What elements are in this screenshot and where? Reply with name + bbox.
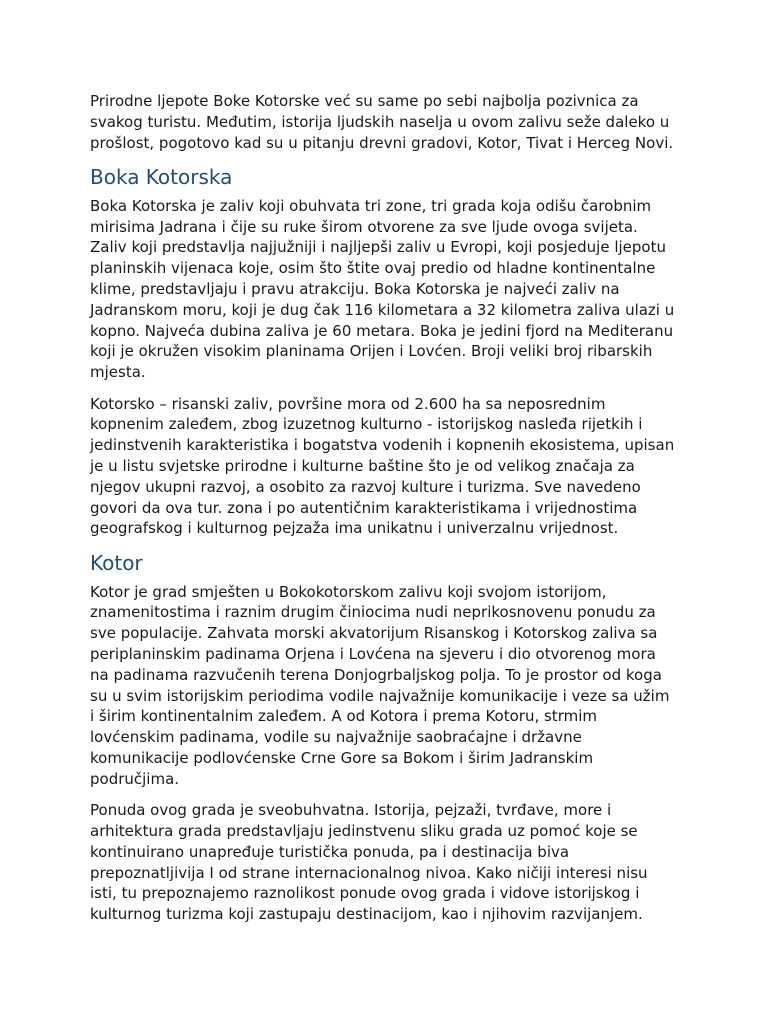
kotor-paragraph-1: Kotor je grad smješten u Bokokotorskom zalivu koji svojom istorijom, znamenitostima i raznim drugim činiocima nudi neprikosnovenu ponudu za sve populacije. Zahvata morski akvatorijum Risanskog i Kotorskog zaliva sa periplaninskim padinama Orjena i Lovćena na sjeveru i dio otvorenog mora na padinama razvučenih terena Donjogrbaljskog polja. To je prostor od koga su u svim istorijskim periodima vodile najvažnije komunikacije i veze sa užim i širim kontinentalnim zaleđem. A od Kotora i prema Kotoru, strmim lovćenskim padinama, vodile su najvažnije saobraćajne i državne komunikacije podlovćenske Crne Gore sa Bokom i širim Jadranskim područjima. [90, 582, 670, 788]
boka-kotorska-paragraph-1: Boka Kotorska je zaliv koji obuhvata tri zone, tri grada koja odišu čarobnim mirisima Jadrana i čije su ruke širom otvorene za sve ljude ovoga svijeta. Zaliv koji predstavlja najjužniji i najljepši zaliv u Evropi, koji posjeduje ljepotu planinskih vijenaca koje, osim što štite ovaj predio od hladne kontinentalne klime, predstavljaju i pravu atrakciju. Boka Kotorska je najveći zaliv na Jadranskom moru, koji je dug čak 116 kilometara a 32 kilometra zaliva ulazi u kopno. Najveća dubina zaliva je 60 metara. Boka je jedini fjord na Mediteranu koji je okružen visokim planinama Orijen i Lovćen. Broji veliki broj ribarskih mjesta. [90, 196, 675, 382]
kotor-paragraph-2: Ponuda ovog grada je sveobuhvatna. Istorija, pejzaži, tvrđave, more i arhitektura grada predstavljaju jedinstvenu sliku grada uz pomoć koje se kontinuirano unapređuje turistička ponuda, pa i destinacija biva prepoznatljivija I od strane internacionalnog nivoa. Kako ničiji interesi nisu isti, tu prepoznajemo raznolikost ponude ovog grada i vidove istorijskog i kulturnog turizma koji zastupaju destinacijom, kao i njihovim razvijanjem. [90, 801, 648, 924]
intro-paragraph: Prirodne ljepote Boke Kotorske već su same po sebi najbolja pozivnica za svakog turistu. Međutim, istorija ljudskih naselja u ovom zalivu seže daleko u prošlost, pogotovo kad su u pitanju drevni gradovi, Kotor, Tivat i Herceg Novi. [90, 92, 674, 152]
section-heading-boka-kotorska: Boka Kotorska [90, 164, 233, 189]
document-page [90, 91, 684, 935]
boka-kotorska-paragraph-2: Kotorsko – risanski zaliv, površine mora od 2.600 ha sa neposrednim kopnenim zaleđem, zbog izuzetnog kulturno - istorijskog nasleđa rijetkih i jedinstvenih karakteristika i bogatstva vodenih i kopnenih ekosistema, upisan je u listu svjetske prirodne i kulturne baštine što je od velikog značaja za njegov ukupni razvoj, a osobito za razvoj kulture i turizma. Sve navedeno govori da ova tur. zona i po autentičnim karakteristikama i vrijednostima geografskog i kulturnog pejzaža ima unikatnu i univerzalnu vrijednost. [90, 394, 675, 538]
section-heading-kotor: Kotor [90, 550, 143, 575]
